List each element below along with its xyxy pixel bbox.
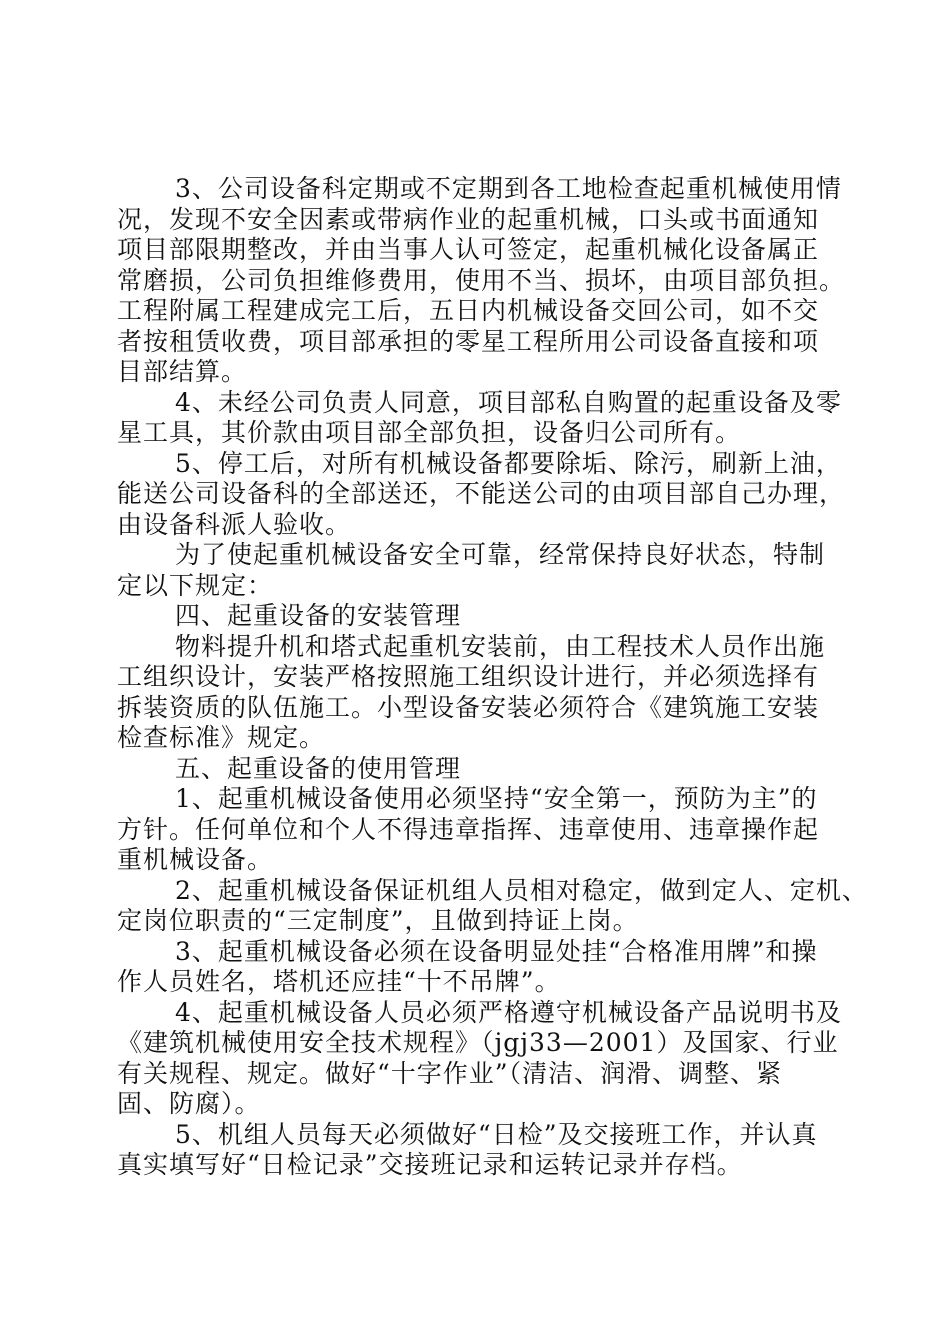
text-line: 4、起重机械设备人员必须严格遵守机械设备产品说明书及 — [175, 997, 842, 1027]
text-line: 者按租赁收费，项目部承担的零星工程所用公司设备直接和项 — [117, 326, 820, 356]
text-line: 作人员姓名，塔机还应挂“十不吊牌”。 — [117, 967, 561, 996]
text-line: 方针。任何单位和个人不得违章指挥、违章使用、违章操作起 — [117, 814, 820, 844]
text-line: 常磨损，公司负担维修费用，使用不当、损坏，由项目部负担。 — [117, 265, 846, 295]
text-line: 目部结算。 — [117, 357, 248, 386]
text-line: 《建筑机械使用安全技术规程》（jgj33—2001）及国家、行业 — [117, 1028, 839, 1057]
text-line: 3、公司设备科定期或不定期到各工地检查起重机械使用情 — [175, 174, 842, 203]
text-line: 定岗位职责的“三定制度”，且做到持证上岗。 — [117, 906, 639, 935]
text-line: 2、起重机械设备保证机组人员相对稳定，做到定人、定机、 — [175, 875, 868, 905]
text-line: 星工具，其价款由项目部全部负担，设备归公司所有。 — [117, 418, 742, 447]
text-line: 1、起重机械设备使用必须坚持“安全第一，预防为主”的 — [175, 784, 818, 813]
text-line: 3、起重机械设备必须在设备明显处挂“合格准用牌”和操 — [175, 936, 818, 966]
text-line: 为了使起重机械设备安全可靠，经常保持良好状态，特制 — [175, 540, 826, 569]
document-body — [117, 174, 868, 1181]
text-line: 物料提升机和塔式起重机安装前，由工程技术人员作出施 — [175, 631, 826, 661]
text-line: 由设备科派人验收。 — [117, 509, 352, 539]
text-line: 工程附属工程建成完工后，五日内机械设备交回公司，如不交 — [117, 296, 820, 325]
text-line: 定以下规定： — [117, 570, 274, 600]
text-line: 拆装资质的队伍施工。小型设备安装必须符合《建筑施工安装 — [117, 692, 820, 722]
text-line: 重机械设备。 — [117, 845, 274, 874]
text-line: 有关规程、规定。做好“十字作业”（清洁、润滑、调整、紧 — [117, 1058, 783, 1088]
text-line: 项目部限期整改，并由当事人认可签定，起重机械化设备属正 — [117, 235, 820, 264]
text-line: 真实填写好“日检记录”交接班记录和运转记录并存档。 — [117, 1150, 743, 1179]
text-line: 能送公司设备科的全部送还，不能送公司的由项目部自己办理， — [117, 479, 846, 508]
text-line: 工组织设计，安装严格按照施工组织设计进行，并必须选择有 — [117, 662, 820, 691]
text-line: 4、未经公司负责人同意，项目部私自购置的起重设备及零 — [175, 387, 842, 417]
text-line: 固、防腐）。 — [117, 1089, 261, 1118]
text-line: 5、机组人员每天必须做好“日检”及交接班工作，并认真 — [175, 1119, 818, 1149]
text-line: 5、停工后，对所有机械设备都要除垢、除污，刷新上油， — [175, 448, 842, 478]
text-line: 四、起重设备的安装管理 — [175, 601, 462, 630]
text-line: 检查标准》规定。 — [117, 723, 326, 752]
text-line: 况，发现不安全因素或带病作业的起重机械，口头或书面通知 — [117, 204, 820, 234]
text-line: 五、起重设备的使用管理 — [175, 753, 462, 783]
